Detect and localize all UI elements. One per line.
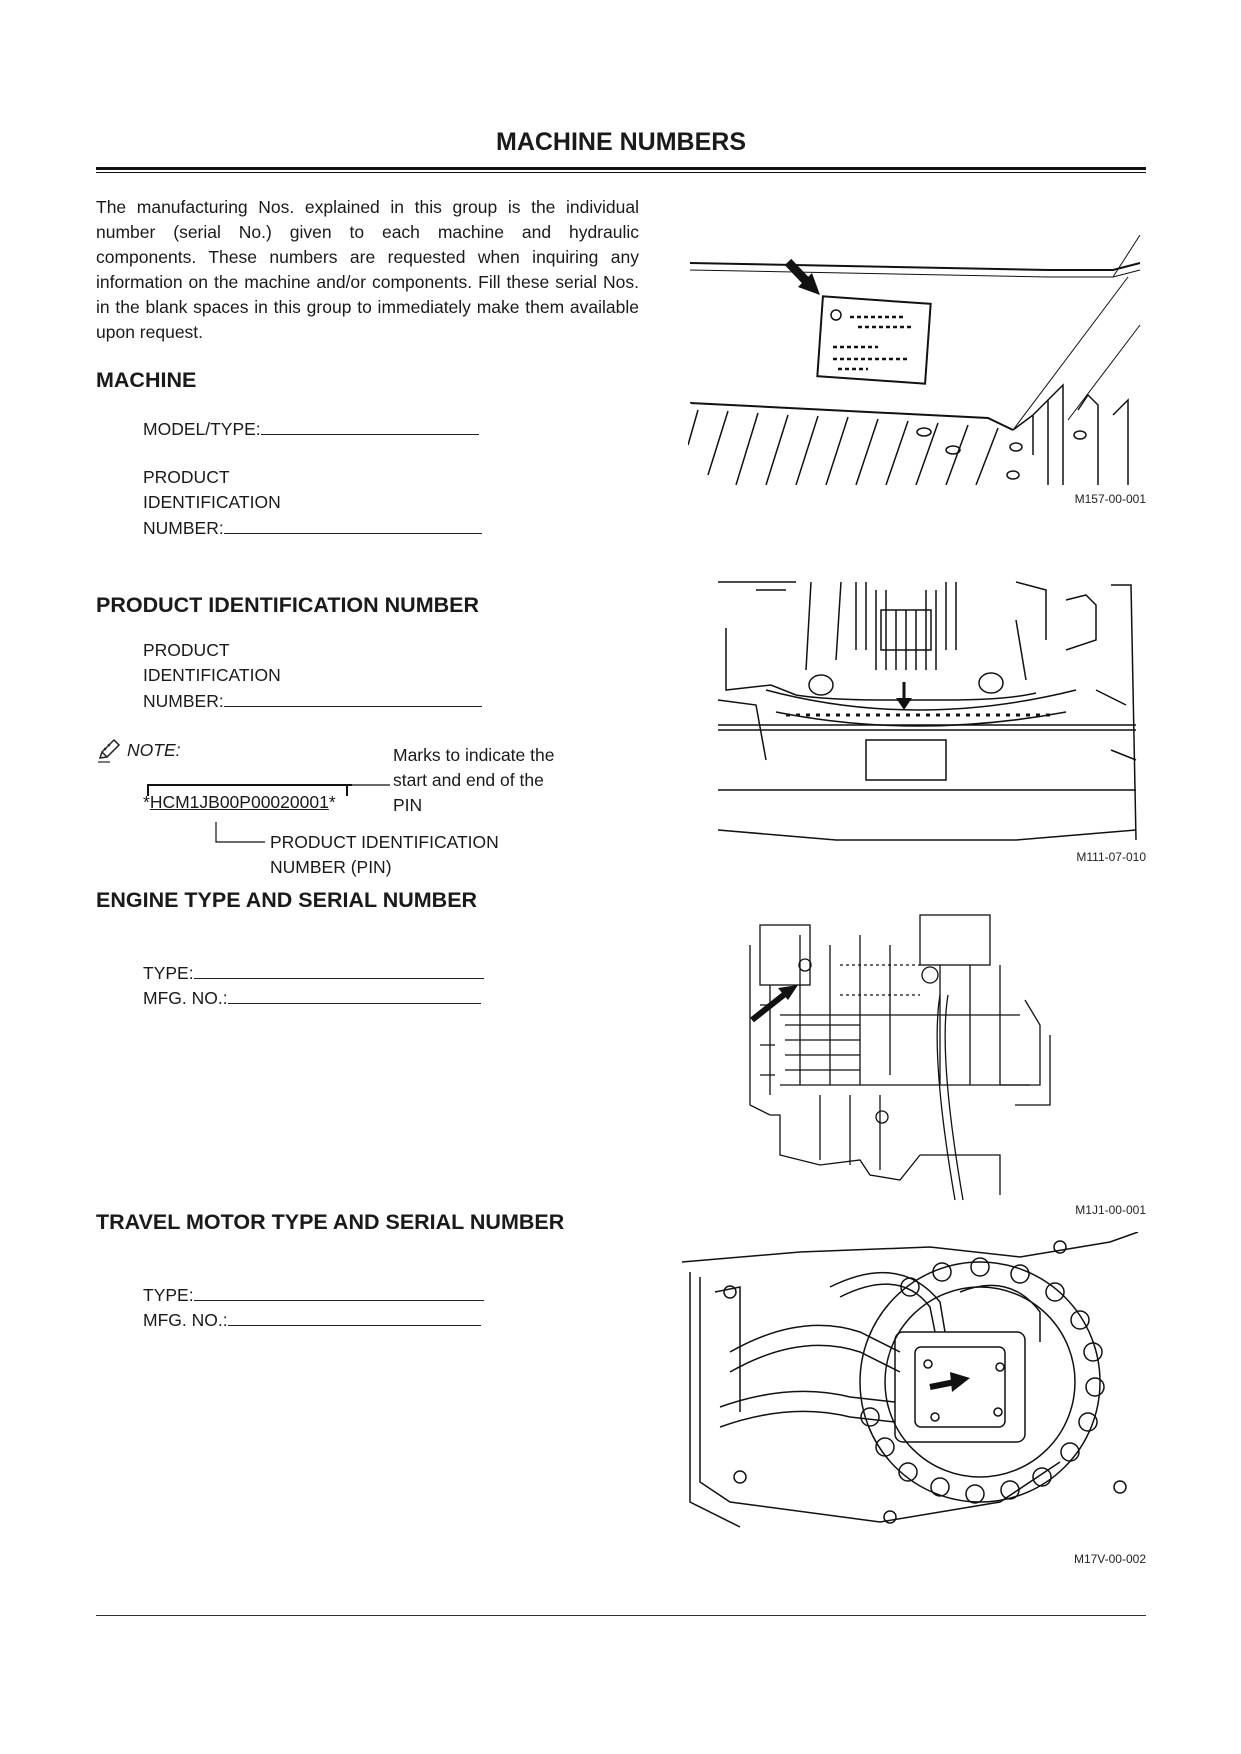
pin-field[interactable] [143, 638, 482, 714]
marks-text-3: PIN [393, 795, 423, 815]
pin-label-2: IDENTIFICATION [143, 665, 281, 685]
figure-1-caption: M157-00-001 [1074, 492, 1146, 506]
figure-4-caption: M17V-00-002 [1073, 1552, 1146, 1566]
marks-text-1: Marks to indicate the [393, 745, 555, 765]
machine-plate-drawing [688, 235, 1148, 485]
engine-heading: ENGINE TYPE AND SERIAL NUMBER [96, 888, 478, 912]
marks-text-2: start and end of the [393, 770, 544, 790]
intro-paragraph: The manufacturing Nos. explained in this group is the individual number (serial No.) given to each machine and hydraulic components. These numbers are requested when inquiring any information on the machine and/or components. Fill these serial Nos. in the blank spaces in this group to immediately make them available upon request. [96, 197, 639, 342]
engine-mfg-field[interactable] [143, 985, 481, 1011]
title-rule-thick [96, 167, 1146, 170]
marks-explanation [393, 743, 554, 818]
travel-mfg-blank[interactable] [228, 1307, 481, 1326]
pin-blank[interactable] [224, 688, 482, 707]
pin-caption-1: PRODUCT IDENTIFICATION [270, 832, 499, 852]
pin-star-end: * [328, 792, 336, 812]
page-title: MACHINE NUMBERS [496, 128, 746, 156]
engine-type-label: TYPE: [143, 963, 194, 983]
pin-label-1: PRODUCT [143, 640, 230, 660]
machine-pin-label-3: NUMBER: [143, 518, 224, 538]
model-type-label: MODEL/TYPE: [143, 419, 261, 439]
travel-type-label: TYPE: [143, 1285, 194, 1305]
pin-heading: PRODUCT IDENTIFICATION NUMBER [96, 593, 480, 617]
figure-machine-plate [688, 235, 1148, 485]
machine-pin-label-1: PRODUCT [143, 467, 230, 487]
model-type-blank[interactable] [261, 416, 479, 435]
travel-motor-heading: TRAVEL MOTOR TYPE AND SERIAL NUMBER [96, 1210, 565, 1234]
figure-travel-motor [680, 1232, 1140, 1532]
figure-2-caption: M111-07-010 [1076, 850, 1146, 864]
engine-drawing [740, 905, 1060, 1205]
title-rule-thin [96, 172, 1146, 173]
pin-caption [270, 830, 499, 880]
note-label: NOTE: [127, 740, 181, 760]
travel-type-blank[interactable] [194, 1282, 484, 1301]
figure-3-caption: M1J1-00-001 [1075, 1203, 1146, 1217]
figure-pin-location [716, 580, 1141, 842]
pencil-note-icon [96, 738, 122, 764]
machine-pin-blank[interactable] [224, 515, 482, 534]
figure-engine [740, 905, 1060, 1205]
machine-pin-label-2: IDENTIFICATION [143, 492, 281, 512]
machine-heading: MACHINE [96, 368, 197, 392]
model-type-field[interactable] [143, 416, 479, 442]
engine-mfg-label: MFG. NO.: [143, 988, 228, 1008]
engine-type-blank[interactable] [194, 960, 484, 979]
travel-motor-drawing [680, 1232, 1140, 1532]
pin-example [143, 790, 336, 815]
pin-location-drawing [716, 580, 1141, 842]
note-icon-wrap [96, 738, 122, 769]
pin-star-start: * [143, 792, 150, 812]
travel-type-field[interactable] [143, 1282, 484, 1308]
pin-example-value: HCM1JB00P00020001 [149, 792, 329, 812]
engine-type-field[interactable] [143, 960, 484, 986]
pin-caption-2: NUMBER (PIN) [270, 857, 392, 877]
machine-pin-field[interactable] [143, 465, 482, 541]
travel-mfg-field[interactable] [143, 1307, 481, 1333]
pin-label-3: NUMBER: [143, 691, 224, 711]
engine-mfg-blank[interactable] [228, 985, 481, 1004]
travel-mfg-label: MFG. NO.: [143, 1310, 228, 1330]
bottom-rule [96, 1615, 1146, 1616]
